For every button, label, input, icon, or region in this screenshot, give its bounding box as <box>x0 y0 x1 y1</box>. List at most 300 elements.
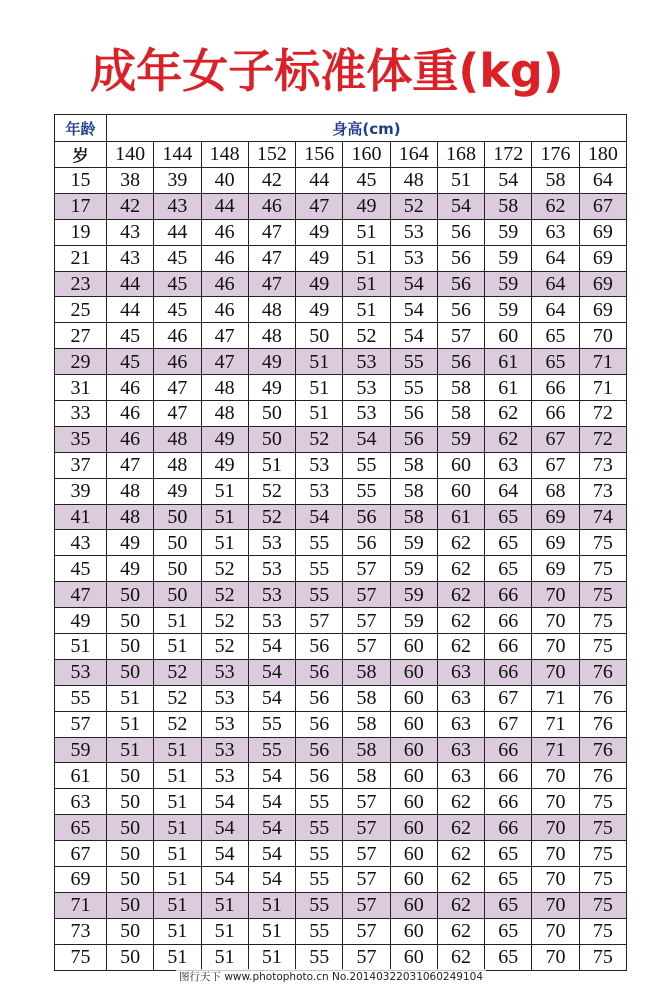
weight-cell: 59 <box>485 271 532 297</box>
weight-cell: 52 <box>343 323 390 349</box>
weight-cell: 45 <box>154 297 201 323</box>
weight-cell: 47 <box>201 349 248 375</box>
weight-cell: 51 <box>154 867 201 893</box>
age-cell: 35 <box>55 426 107 452</box>
age-cell: 29 <box>55 349 107 375</box>
weight-cell: 54 <box>248 815 295 841</box>
weight-cell: 56 <box>437 271 484 297</box>
weight-cell: 54 <box>390 271 437 297</box>
weight-cell: 48 <box>390 168 437 194</box>
weight-cell: 48 <box>107 504 154 530</box>
weight-cell: 63 <box>437 763 484 789</box>
age-cell: 61 <box>55 763 107 789</box>
weight-cell: 51 <box>343 271 390 297</box>
age-cell: 27 <box>55 323 107 349</box>
weight-cell: 50 <box>107 789 154 815</box>
table-row <box>55 634 627 660</box>
weight-cell: 76 <box>579 711 626 737</box>
weight-cell: 58 <box>390 478 437 504</box>
weight-cell: 51 <box>154 892 201 918</box>
weight-cell: 67 <box>485 685 532 711</box>
weight-cell: 75 <box>579 815 626 841</box>
weight-cell: 59 <box>390 530 437 556</box>
weight-cell: 49 <box>343 193 390 219</box>
weight-cell: 58 <box>390 504 437 530</box>
weight-cell: 62 <box>437 918 484 944</box>
weight-cell: 63 <box>437 737 484 763</box>
weight-cell: 64 <box>532 271 579 297</box>
weight-cell: 73 <box>579 452 626 478</box>
weight-cell: 70 <box>532 918 579 944</box>
weight-cell: 51 <box>154 789 201 815</box>
weight-cell: 49 <box>248 375 295 401</box>
weight-cell: 54 <box>390 323 437 349</box>
weight-cell: 53 <box>201 763 248 789</box>
weight-cell: 51 <box>248 918 295 944</box>
weight-cell: 54 <box>343 426 390 452</box>
age-cell: 47 <box>55 582 107 608</box>
weight-cell: 54 <box>248 659 295 685</box>
weight-cell: 49 <box>296 271 343 297</box>
weight-cell: 45 <box>107 349 154 375</box>
table-row <box>55 245 627 271</box>
weight-cell: 51 <box>154 841 201 867</box>
weight-cell: 52 <box>154 659 201 685</box>
weight-cell: 58 <box>343 763 390 789</box>
table-row <box>55 737 627 763</box>
height-value-cell: 140 <box>107 142 154 168</box>
weight-cell: 45 <box>343 168 390 194</box>
age-cell: 59 <box>55 737 107 763</box>
weight-cell: 44 <box>201 193 248 219</box>
weight-cell: 55 <box>296 918 343 944</box>
age-cell: 63 <box>55 789 107 815</box>
weight-cell: 64 <box>579 168 626 194</box>
weight-cell: 60 <box>390 789 437 815</box>
table-row <box>55 478 627 504</box>
weight-cell: 57 <box>343 634 390 660</box>
weight-cell: 50 <box>107 918 154 944</box>
weight-cell: 58 <box>343 685 390 711</box>
weight-cell: 53 <box>390 245 437 271</box>
table-row <box>55 426 627 452</box>
age-header: 年龄 <box>55 115 107 142</box>
weight-cell: 50 <box>296 323 343 349</box>
table-row <box>55 193 627 219</box>
table-row <box>55 349 627 375</box>
table-row <box>55 711 627 737</box>
age-cell: 21 <box>55 245 107 271</box>
weight-cell: 47 <box>248 245 295 271</box>
weight-cell: 51 <box>154 763 201 789</box>
weight-cell: 75 <box>579 841 626 867</box>
weight-cell: 51 <box>248 944 295 970</box>
weight-cell: 66 <box>485 608 532 634</box>
weight-cell: 70 <box>532 763 579 789</box>
weight-cell: 50 <box>107 763 154 789</box>
weight-cell: 60 <box>390 763 437 789</box>
age-cell: 39 <box>55 478 107 504</box>
weight-cell: 74 <box>579 504 626 530</box>
weight-cell: 53 <box>343 375 390 401</box>
weight-cell: 55 <box>296 944 343 970</box>
table-row <box>55 892 627 918</box>
page-title: 成年女子标准体重(kg) <box>90 44 564 98</box>
weight-cell: 50 <box>107 841 154 867</box>
weight-cell: 46 <box>154 323 201 349</box>
weight-cell: 70 <box>532 634 579 660</box>
weight-cell: 53 <box>248 556 295 582</box>
weight-cell: 46 <box>154 349 201 375</box>
weight-cell: 64 <box>485 478 532 504</box>
weight-cell: 76 <box>579 659 626 685</box>
weight-cell: 53 <box>343 401 390 427</box>
weight-cell: 55 <box>296 530 343 556</box>
weight-cell: 51 <box>343 219 390 245</box>
weight-cell: 65 <box>532 323 579 349</box>
height-value-cell: 144 <box>154 142 201 168</box>
weight-cell: 46 <box>107 375 154 401</box>
age-cell: 73 <box>55 918 107 944</box>
weight-cell: 54 <box>296 504 343 530</box>
weight-cell: 51 <box>154 944 201 970</box>
age-cell: 51 <box>55 634 107 660</box>
weight-cell: 75 <box>579 918 626 944</box>
table-row <box>55 375 627 401</box>
weight-cell: 62 <box>437 867 484 893</box>
weight-cell: 75 <box>579 867 626 893</box>
table-row <box>55 815 627 841</box>
weight-cell: 62 <box>437 582 484 608</box>
weight-cell: 56 <box>437 297 484 323</box>
table-row <box>55 944 627 970</box>
weight-cell: 76 <box>579 763 626 789</box>
weight-cell: 51 <box>437 168 484 194</box>
weight-cell: 51 <box>296 375 343 401</box>
weight-cell: 53 <box>248 582 295 608</box>
age-cell: 17 <box>55 193 107 219</box>
weight-cell: 56 <box>390 401 437 427</box>
weight-cell: 70 <box>532 815 579 841</box>
weight-cell: 52 <box>390 193 437 219</box>
weight-cell: 51 <box>248 452 295 478</box>
weight-cell: 57 <box>343 944 390 970</box>
weight-cell: 60 <box>437 478 484 504</box>
weight-cell: 48 <box>201 375 248 401</box>
weight-cell: 56 <box>437 219 484 245</box>
table-row <box>55 323 627 349</box>
weight-cell: 63 <box>437 685 484 711</box>
weight-cell: 66 <box>485 582 532 608</box>
weight-cell: 64 <box>532 245 579 271</box>
weight-cell: 57 <box>296 608 343 634</box>
weight-cell: 53 <box>201 711 248 737</box>
weight-cell: 51 <box>107 711 154 737</box>
weight-cell: 59 <box>485 219 532 245</box>
weight-cell: 62 <box>437 608 484 634</box>
weight-cell: 55 <box>296 789 343 815</box>
weight-cell: 55 <box>296 556 343 582</box>
weight-cell: 69 <box>579 297 626 323</box>
weight-cell: 57 <box>343 556 390 582</box>
weight-cell: 53 <box>296 452 343 478</box>
weight-cell: 62 <box>437 815 484 841</box>
weight-cell: 47 <box>154 401 201 427</box>
weight-cell: 51 <box>248 892 295 918</box>
table-row <box>55 685 627 711</box>
weight-cell: 52 <box>201 634 248 660</box>
weight-cell: 50 <box>107 892 154 918</box>
weight-cell: 48 <box>154 452 201 478</box>
weight-cell: 47 <box>248 219 295 245</box>
weight-cell: 45 <box>107 323 154 349</box>
weight-cell: 51 <box>154 608 201 634</box>
weight-cell: 51 <box>107 737 154 763</box>
weight-cell: 51 <box>201 478 248 504</box>
weight-cell: 51 <box>296 349 343 375</box>
weight-cell: 52 <box>201 582 248 608</box>
weight-cell: 65 <box>485 556 532 582</box>
weight-cell: 60 <box>390 892 437 918</box>
age-cell: 53 <box>55 659 107 685</box>
weight-cell: 50 <box>107 659 154 685</box>
table-row <box>55 530 627 556</box>
weight-cell: 65 <box>485 944 532 970</box>
weight-cell: 62 <box>437 841 484 867</box>
weight-cell: 58 <box>343 659 390 685</box>
weight-cell: 66 <box>485 763 532 789</box>
age-cell: 55 <box>55 685 107 711</box>
weight-cell: 66 <box>532 401 579 427</box>
weight-cell: 59 <box>390 582 437 608</box>
weight-cell: 60 <box>485 323 532 349</box>
weight-cell: 47 <box>296 193 343 219</box>
weight-cell: 55 <box>248 711 295 737</box>
age-cell: 57 <box>55 711 107 737</box>
weight-cell: 70 <box>532 659 579 685</box>
weight-cell: 52 <box>201 556 248 582</box>
weight-cell: 66 <box>485 659 532 685</box>
weight-cell: 65 <box>485 918 532 944</box>
weight-cell: 63 <box>485 452 532 478</box>
weight-cell: 56 <box>343 530 390 556</box>
weight-cell: 50 <box>107 582 154 608</box>
age-cell: 65 <box>55 815 107 841</box>
weight-cell: 50 <box>248 426 295 452</box>
weight-cell: 48 <box>201 401 248 427</box>
weight-cell: 53 <box>390 219 437 245</box>
weight-cell: 56 <box>296 634 343 660</box>
table-row <box>55 608 627 634</box>
table-row <box>55 401 627 427</box>
height-value-cell: 148 <box>201 142 248 168</box>
weight-cell: 44 <box>296 168 343 194</box>
weight-cell: 46 <box>248 193 295 219</box>
table-row <box>55 452 627 478</box>
table-row <box>55 841 627 867</box>
weight-cell: 63 <box>437 659 484 685</box>
weight-cell: 71 <box>579 349 626 375</box>
weight-cell: 47 <box>154 375 201 401</box>
weight-cell: 52 <box>201 608 248 634</box>
weight-cell: 43 <box>107 245 154 271</box>
table-row <box>55 271 627 297</box>
weight-cell: 52 <box>248 478 295 504</box>
weight-cell: 56 <box>437 245 484 271</box>
age-cell: 23 <box>55 271 107 297</box>
weight-cell: 39 <box>154 168 201 194</box>
weight-table <box>54 114 627 971</box>
weight-cell: 73 <box>579 478 626 504</box>
weight-cell: 47 <box>201 323 248 349</box>
weight-cell: 38 <box>107 168 154 194</box>
age-cell: 37 <box>55 452 107 478</box>
weight-cell: 56 <box>343 504 390 530</box>
table-row <box>55 763 627 789</box>
age-unit-cell: 岁 <box>55 142 107 168</box>
weight-cell: 50 <box>107 608 154 634</box>
weight-cell: 51 <box>107 685 154 711</box>
weight-cell: 69 <box>532 504 579 530</box>
weight-cell: 50 <box>154 556 201 582</box>
weight-cell: 61 <box>437 504 484 530</box>
weight-cell: 49 <box>154 478 201 504</box>
weight-cell: 61 <box>485 349 532 375</box>
weight-cell: 49 <box>296 219 343 245</box>
weight-cell: 51 <box>343 297 390 323</box>
table-row <box>55 297 627 323</box>
weight-cell: 55 <box>390 349 437 375</box>
weight-cell: 70 <box>532 582 579 608</box>
weight-cell: 49 <box>248 349 295 375</box>
weight-cell: 70 <box>532 841 579 867</box>
table-row <box>55 556 627 582</box>
weight-cell: 59 <box>437 426 484 452</box>
weight-cell: 49 <box>296 245 343 271</box>
weight-cell: 60 <box>390 685 437 711</box>
weight-cell: 63 <box>437 711 484 737</box>
weight-cell: 60 <box>390 841 437 867</box>
weight-cell: 54 <box>201 815 248 841</box>
height-value-cell: 168 <box>437 142 484 168</box>
weight-cell: 54 <box>485 168 532 194</box>
weight-cell: 49 <box>296 297 343 323</box>
weight-cell: 52 <box>248 504 295 530</box>
table-row <box>55 918 627 944</box>
weight-cell: 64 <box>532 297 579 323</box>
height-value-cell: 152 <box>248 142 295 168</box>
weight-cell: 42 <box>248 168 295 194</box>
age-cell: 25 <box>55 297 107 323</box>
weight-cell: 57 <box>343 608 390 634</box>
weight-cell: 62 <box>437 892 484 918</box>
weight-cell: 66 <box>485 815 532 841</box>
weight-cell: 70 <box>532 867 579 893</box>
weight-cell: 65 <box>485 841 532 867</box>
weight-cell: 75 <box>579 944 626 970</box>
weight-cell: 60 <box>390 867 437 893</box>
weight-cell: 55 <box>296 582 343 608</box>
weight-cell: 42 <box>107 193 154 219</box>
weight-cell: 54 <box>201 867 248 893</box>
weight-cell: 46 <box>201 245 248 271</box>
weight-cell: 68 <box>532 478 579 504</box>
weight-cell: 49 <box>107 530 154 556</box>
age-cell: 19 <box>55 219 107 245</box>
weight-cell: 58 <box>390 452 437 478</box>
weight-cell: 71 <box>532 737 579 763</box>
weight-cell: 44 <box>107 271 154 297</box>
weight-cell: 59 <box>390 608 437 634</box>
weight-cell: 46 <box>201 297 248 323</box>
weight-cell: 62 <box>437 556 484 582</box>
height-value-cell: 156 <box>296 142 343 168</box>
weight-cell: 51 <box>154 918 201 944</box>
weight-cell: 56 <box>296 711 343 737</box>
weight-cell: 54 <box>201 841 248 867</box>
weight-cell: 69 <box>532 556 579 582</box>
weight-cell: 57 <box>343 582 390 608</box>
weight-cell: 50 <box>248 401 295 427</box>
weight-cell: 65 <box>485 867 532 893</box>
weight-cell: 69 <box>579 219 626 245</box>
weight-cell: 57 <box>343 867 390 893</box>
weight-cell: 48 <box>248 323 295 349</box>
weight-cell: 49 <box>107 556 154 582</box>
weight-cell: 55 <box>296 867 343 893</box>
weight-cell: 57 <box>343 892 390 918</box>
weight-cell: 52 <box>154 711 201 737</box>
weight-cell: 58 <box>437 401 484 427</box>
weight-cell: 40 <box>201 168 248 194</box>
weight-cell: 45 <box>154 271 201 297</box>
watermark: 图行天下 www.photophoto.cn No.20140322031060249104 <box>176 969 486 985</box>
height-values-row <box>55 142 627 168</box>
weight-cell: 45 <box>154 245 201 271</box>
weight-cell: 47 <box>107 452 154 478</box>
table-row <box>55 867 627 893</box>
weight-cell: 67 <box>532 452 579 478</box>
weight-cell: 49 <box>201 452 248 478</box>
weight-cell: 60 <box>437 452 484 478</box>
weight-cell: 50 <box>107 634 154 660</box>
age-cell: 49 <box>55 608 107 634</box>
weight-cell: 75 <box>579 608 626 634</box>
weight-cell: 55 <box>248 737 295 763</box>
weight-cell: 46 <box>107 426 154 452</box>
weight-cell: 57 <box>343 789 390 815</box>
weight-cell: 67 <box>485 711 532 737</box>
weight-cell: 60 <box>390 659 437 685</box>
weight-cell: 47 <box>248 271 295 297</box>
weight-cell: 60 <box>390 634 437 660</box>
weight-cell: 67 <box>579 193 626 219</box>
weight-cell: 72 <box>579 426 626 452</box>
weight-cell: 65 <box>485 530 532 556</box>
weight-cell: 61 <box>485 375 532 401</box>
weight-cell: 53 <box>201 685 248 711</box>
table-row <box>55 168 627 194</box>
weight-cell: 62 <box>485 426 532 452</box>
weight-cell: 51 <box>343 245 390 271</box>
weight-cell: 53 <box>201 737 248 763</box>
age-cell: 67 <box>55 841 107 867</box>
weight-cell: 50 <box>107 944 154 970</box>
weight-cell: 65 <box>532 349 579 375</box>
height-value-cell: 176 <box>532 142 579 168</box>
weight-cell: 59 <box>485 245 532 271</box>
weight-cell: 57 <box>437 323 484 349</box>
